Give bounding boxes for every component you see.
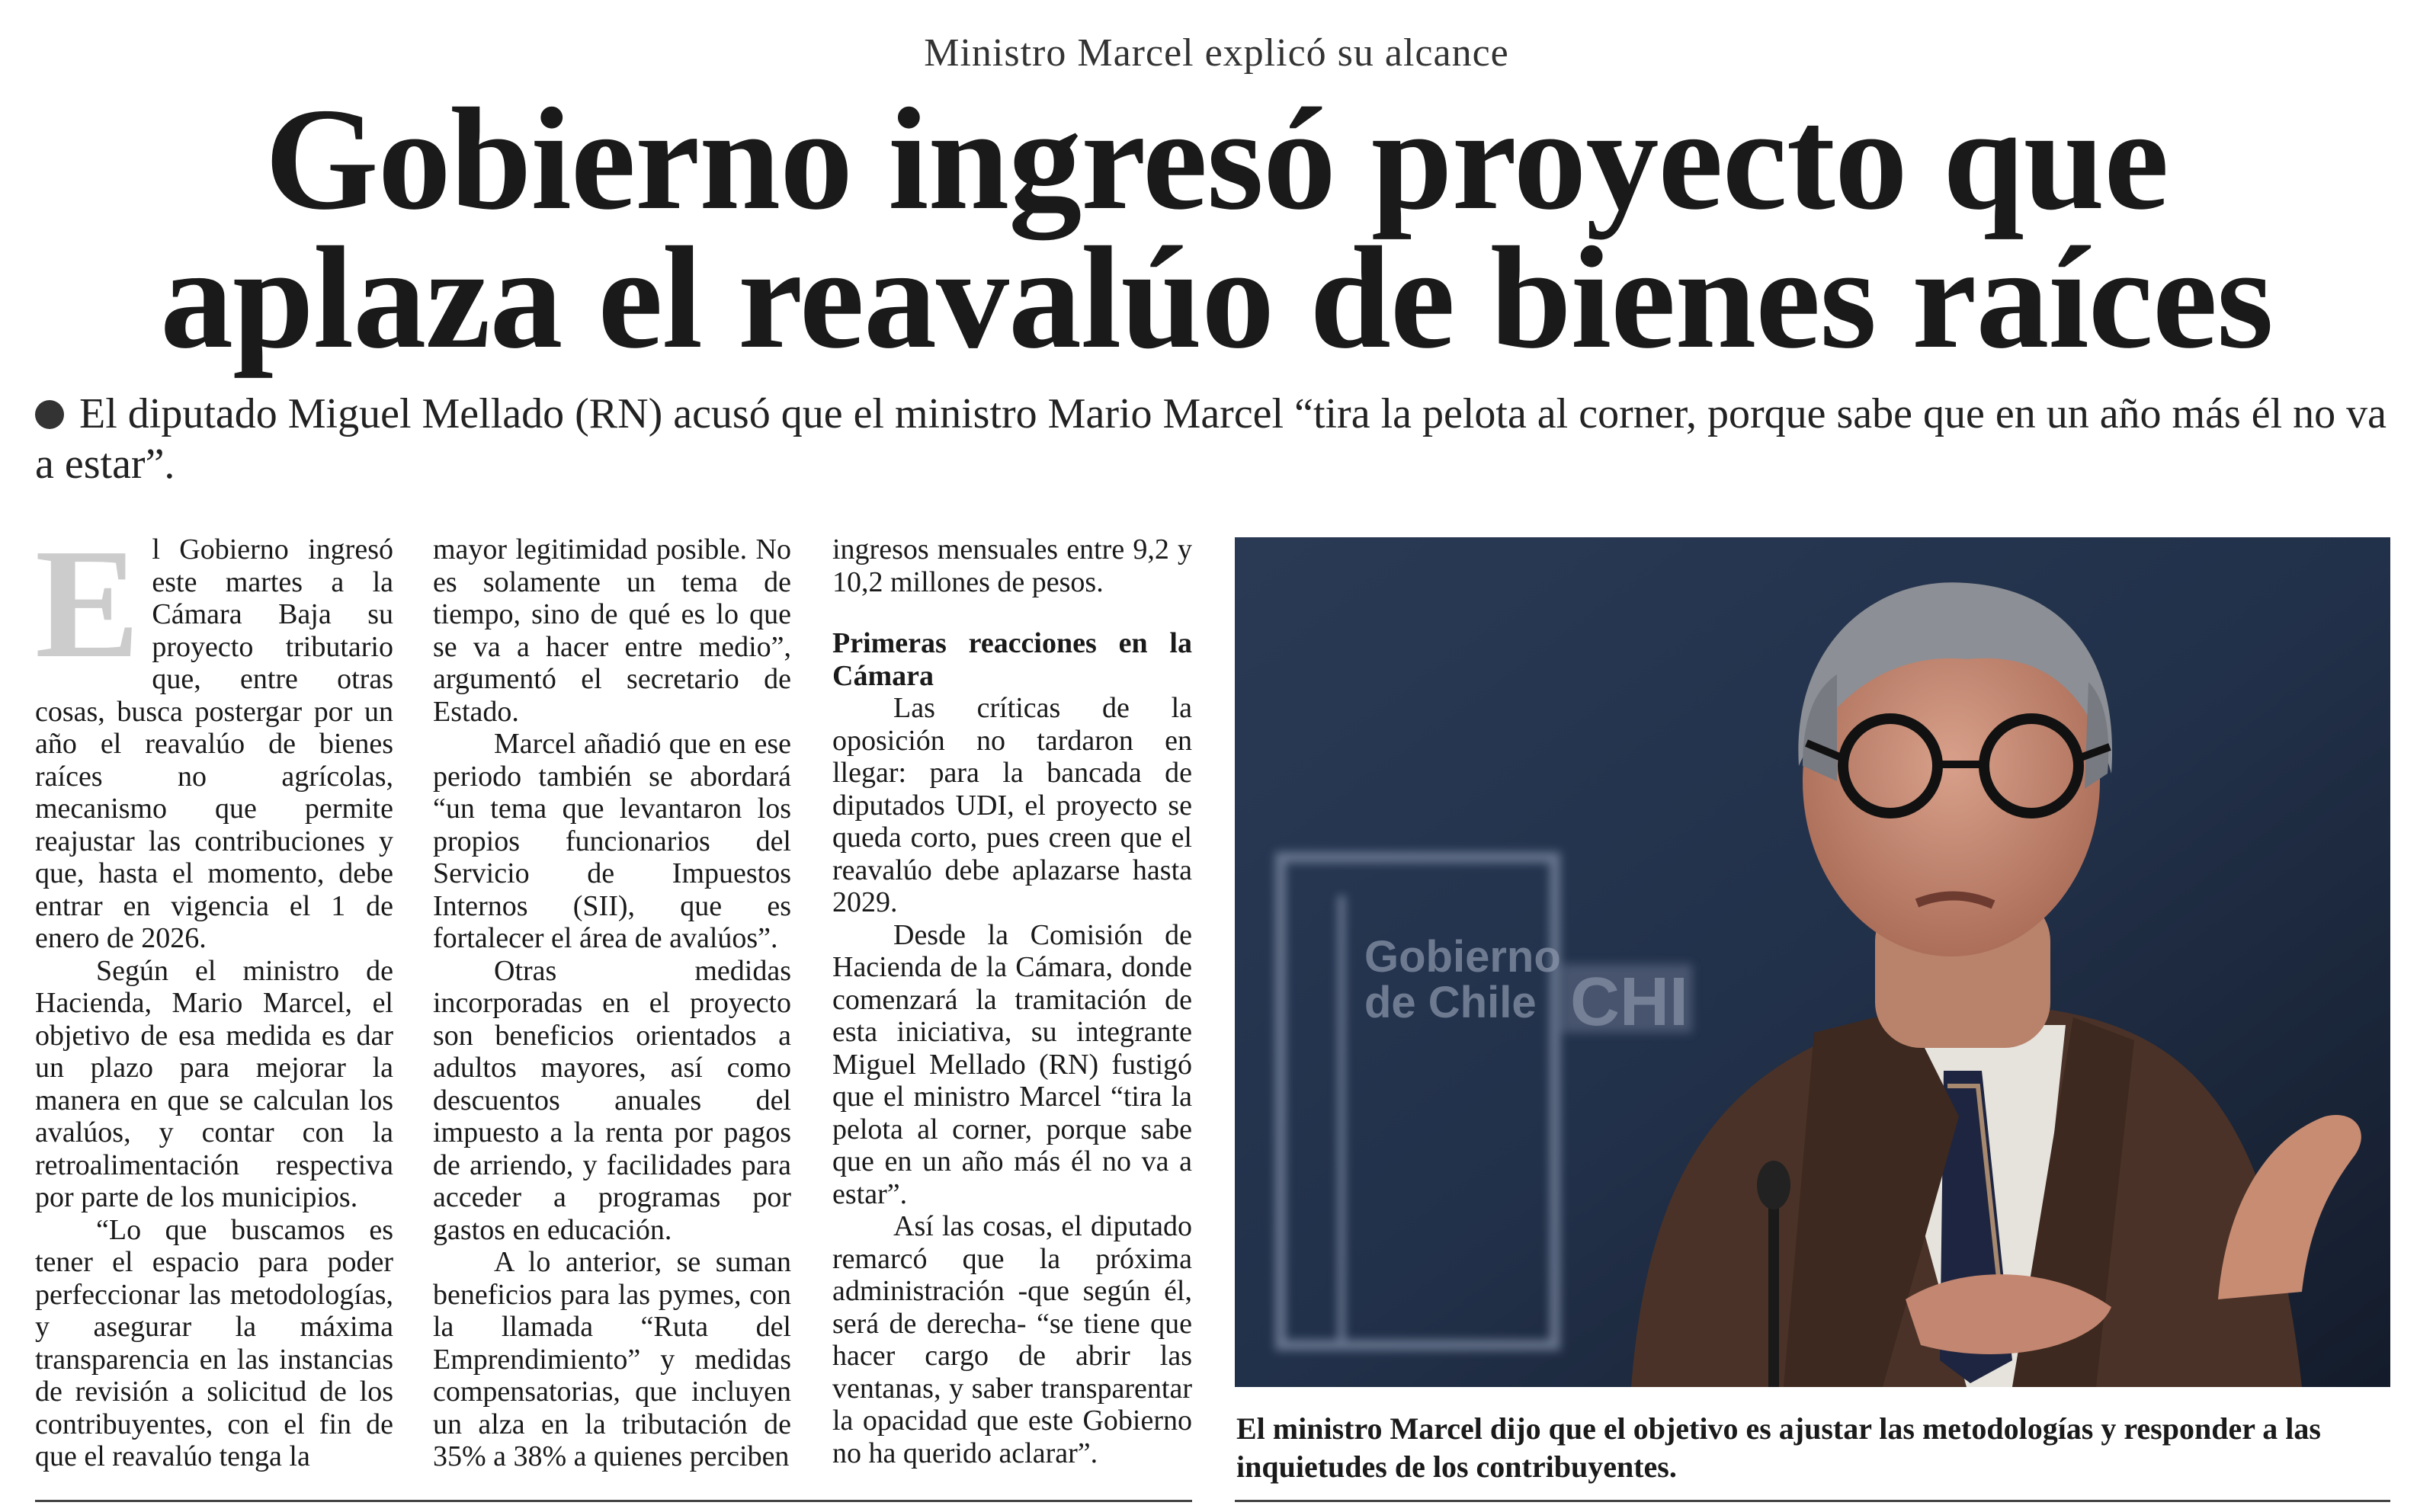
- headline-line-1: Gobierno ingresó proyecto que: [264, 78, 2169, 240]
- headline-line-2: aplaza el reavalúo de bienes raíces: [160, 216, 2273, 379]
- bottom-rule-left: [35, 1500, 1192, 1502]
- article-subhead: [35, 389, 2398, 489]
- photo-caption: El ministro Marcel dijo que el objetivo es ajustar las metodologías y responder a las inquietudes de los contribuyentes.: [1236, 1411, 2321, 1484]
- body-column-3: [832, 533, 1192, 1469]
- article-headline: [0, 78, 2433, 379]
- body-paragraph: Las críticas de la oposición no tardaron en llegar: para la bancada de diputados UDI, el proyecto se queda corto, pues creen que el reavalúo debe aplazarse hasta 2029.: [832, 692, 1192, 918]
- photo-sign-text: Gobierno: [1364, 932, 1561, 982]
- body-paragraph: Marcel añadió que en ese periodo también se abordará “un tema que levantaron los propios funcionarios del Servicio de Impuestos Internos (SII), que es fortalecer el área de avalúos”.: [433, 728, 791, 954]
- minister-photo-illustration: [1235, 537, 2390, 1387]
- body-column-1: [35, 516, 393, 1473]
- body-paragraph: [35, 516, 393, 955]
- body-paragraph: Desde la Comisión de Hacienda de la Cámara, donde comenzará la tramitación de esta iniciativa, su integrante Miguel Mellado (RN) fustigó que el ministro Marcel “tira la pelota al corner, porque sabe que en un año más él no va a estar”.: [832, 918, 1192, 1210]
- body-paragraph: “Lo que buscamos es tener el espacio para poder perfeccionar las metodologías, y asegurar la máxima transparencia en las instancias de revisión a solicitud de los contribuyentes, con el fin de que el reavalúo tenga la: [35, 1213, 393, 1472]
- body-column-2: [433, 533, 791, 1473]
- photo-sign-text: CHI: [1570, 964, 1688, 1040]
- article-kicker: Ministro Marcel explicó su alcance: [924, 31, 1509, 75]
- drop-cap: E: [35, 516, 140, 690]
- body-paragraph: ingresos mensuales entre 9,2 y 10,2 millones de pesos.: [832, 533, 1192, 598]
- section-subtitle: Primeras reacciones en la Cámara: [832, 627, 1192, 692]
- body-paragraph: A lo anterior, se suman beneficios para las pymes, con la llamada “Ruta del Emprendimiento” y medidas compensatorias, que incluyen un alza en la tributación de 35% a 38% a quienes perciben: [433, 1246, 791, 1472]
- bottom-rule-right: [1235, 1500, 2390, 1502]
- body-paragraph: Otras medidas incorporadas en el proyecto son beneficios orientados a adultos mayores, así como descuentos anuales del impuesto a la renta por pagos de arriendo, y facilidades para acceder a programas por gastos en educación.: [433, 954, 791, 1246]
- subhead-text: El diputado Miguel Mellado (RN) acusó que el ministro Mario Marcel “tira la pelota al corner, porque sabe que en un año más él no va a estar”.: [35, 390, 2387, 488]
- article-photo: [1235, 537, 2390, 1387]
- body-paragraph: mayor legitimidad posible. No es solamente un tema de tiempo, sino de qué es lo que se va a hacer entre medio”, argumentó el secretario de Estado.: [433, 533, 791, 728]
- body-paragraph: Así las cosas, el diputado remarcó que la próxima administración -que según él, será de derecha- “se tiene que hacer cargo de abrir las ventanas, y saber transparentar la opacidad que este Gobierno no ha querido aclarar”.: [832, 1210, 1192, 1469]
- bullet-icon: [35, 400, 64, 429]
- body-paragraph: Según el ministro de Hacienda, Mario Marcel, el objetivo de esa medida es dar un plazo para mejorar la manera en que se calculan los avalúos, y contar con la retroalimentación respectiva por parte de los municipios.: [35, 954, 393, 1213]
- body-paragraph-text: l Gobierno ingresó este martes a la Cámara Baja su proyecto tributario que, entre otras cosas, busca postergar por un año el reavalúo de bienes raíces no agrícolas, mecanismo que permite reajustar las contribuciones y que, hasta el momento, debe entrar en vigencia el 1 de enero de 2026.: [35, 533, 393, 954]
- photo-sign-text: de Chile: [1364, 978, 1537, 1027]
